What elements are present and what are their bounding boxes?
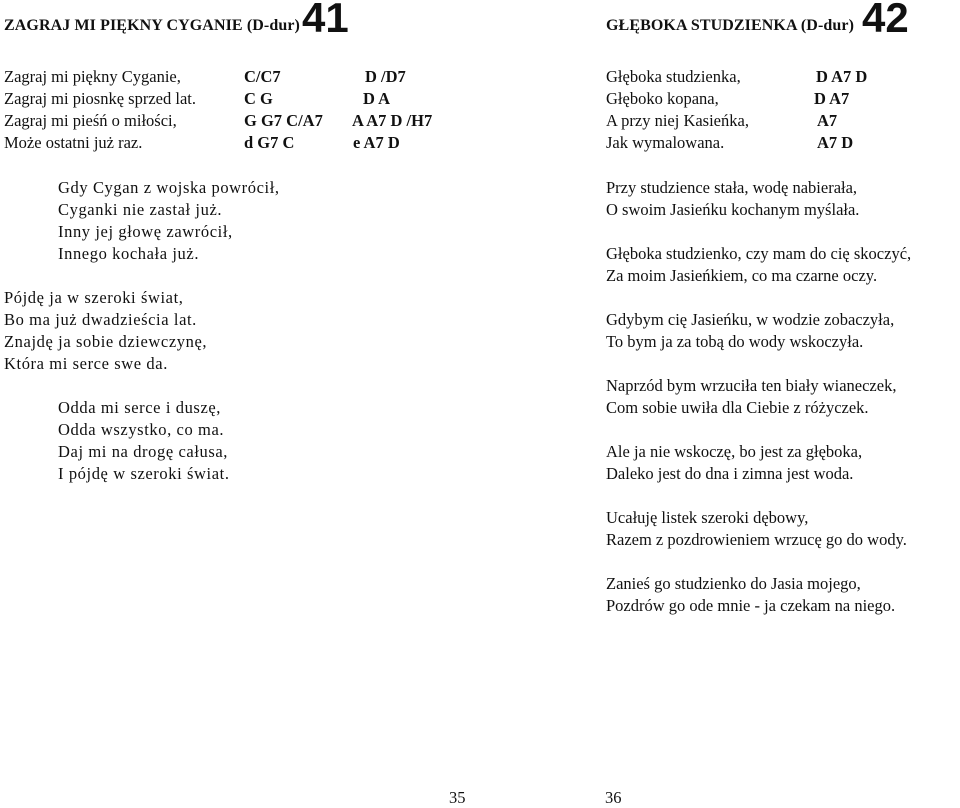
verse-line: Pozdrów go ode mnie - ja czekam na niego.: [606, 596, 896, 615]
left-page: [0, 0, 480, 807]
verse-line: Odda wszystko, co ma.: [58, 420, 225, 439]
verse-line: Bo ma już dwadzieścia lat.: [4, 310, 197, 329]
chord: C/C7: [244, 67, 281, 86]
verse-line: Innego kochała już.: [58, 244, 200, 263]
chorus-line: Zagraj mi piękny Cyganie,: [4, 67, 181, 86]
verse-line: Odda mi serce i duszę,: [58, 398, 222, 417]
right-page: [480, 0, 960, 807]
chord: D A7: [814, 89, 850, 108]
chorus-line: A przy niej Kasieńka,: [606, 111, 749, 130]
song-title-41: [4, 17, 300, 35]
verse-line: Pójdę ja w szeroki świat,: [4, 288, 184, 307]
verse-line: Razem z pozdrowieniem wrzucę go do wody.: [606, 530, 907, 549]
verse-line: O swoim Jasieńku kochanym myślała.: [606, 200, 860, 219]
song-title-42: [606, 17, 854, 35]
song-title-text: ZAGRAJ MI PIĘKNY CYGANIE: [4, 17, 243, 34]
chord: A A7 D /H7: [352, 111, 433, 130]
chord: D A7 D: [816, 67, 868, 86]
chorus-line: Zagraj mi piosnkę sprzed lat.: [4, 89, 196, 108]
verse-line: Ucałuję listek szeroki dębowy,: [606, 508, 809, 527]
verse-line: Gdybym cię Jasieńku, w wodzie zobaczyła,: [606, 310, 895, 329]
page-number-left: 35: [449, 788, 466, 807]
verse-line: Znajdę ja sobie dziewczynę,: [4, 332, 208, 351]
chord: A7: [817, 111, 838, 130]
chord: e A7 D: [353, 133, 400, 152]
chorus-line: Zagraj mi pieśń o miłości,: [4, 111, 177, 130]
verse-line: Przy studzience stała, wodę nabierała,: [606, 178, 858, 197]
chord: C G: [244, 89, 273, 108]
verse-line: Która mi serce swe da.: [4, 354, 168, 373]
verse-line: Głęboka studzienko, czy mam do cię skoczyć,: [606, 244, 912, 263]
chorus-line: Jak wymalowana.: [606, 133, 725, 152]
verse-line: Cyganki nie zastał już.: [58, 200, 223, 219]
chord: G G7 C/A7: [244, 111, 323, 130]
chord: A7 D: [817, 133, 854, 152]
verse-line: Ale ja nie wskoczę, bo jest za głęboka,: [606, 442, 863, 461]
song-number: 42: [862, 0, 909, 41]
verse-line: Com sobie uwiła dla Ciebie z różyczek.: [606, 398, 869, 417]
chord: D A: [363, 89, 391, 108]
song-key: (D-dur): [800, 17, 854, 34]
chord: D /D7: [365, 67, 406, 86]
verse-line: I pójdę w szeroki świat.: [58, 464, 230, 483]
song-key: (D-dur): [246, 17, 300, 34]
verse-line: Naprzód bym wrzuciła ten biały wianeczek,: [606, 376, 897, 395]
page-number-right: 36: [605, 788, 622, 807]
chorus-line: Głęboka studzienka,: [606, 67, 741, 86]
song-number: 41: [302, 0, 349, 41]
song-title-text: GŁĘBOKA STUDZIENKA: [606, 17, 797, 34]
verse-line: Daj mi na drogę całusa,: [58, 442, 229, 461]
chord: d G7 C: [244, 133, 295, 152]
verse-line: Inny jej głowę zawrócił,: [58, 222, 233, 241]
chorus-line: Może ostatni już raz.: [4, 133, 143, 152]
verse-line: Daleko jest do dna i zimna jest woda.: [606, 464, 854, 483]
verse-line: Za moim Jasieńkiem, co ma czarne oczy.: [606, 266, 878, 285]
verse-line: To bym ja za tobą do wody wskoczyła.: [606, 332, 864, 351]
verse-line: Zanieś go studzienko do Jasia mojego,: [606, 574, 861, 593]
verse-line: Gdy Cygan z wojska powrócił,: [58, 178, 280, 197]
chorus-line: Głęboko kopana,: [606, 89, 719, 108]
